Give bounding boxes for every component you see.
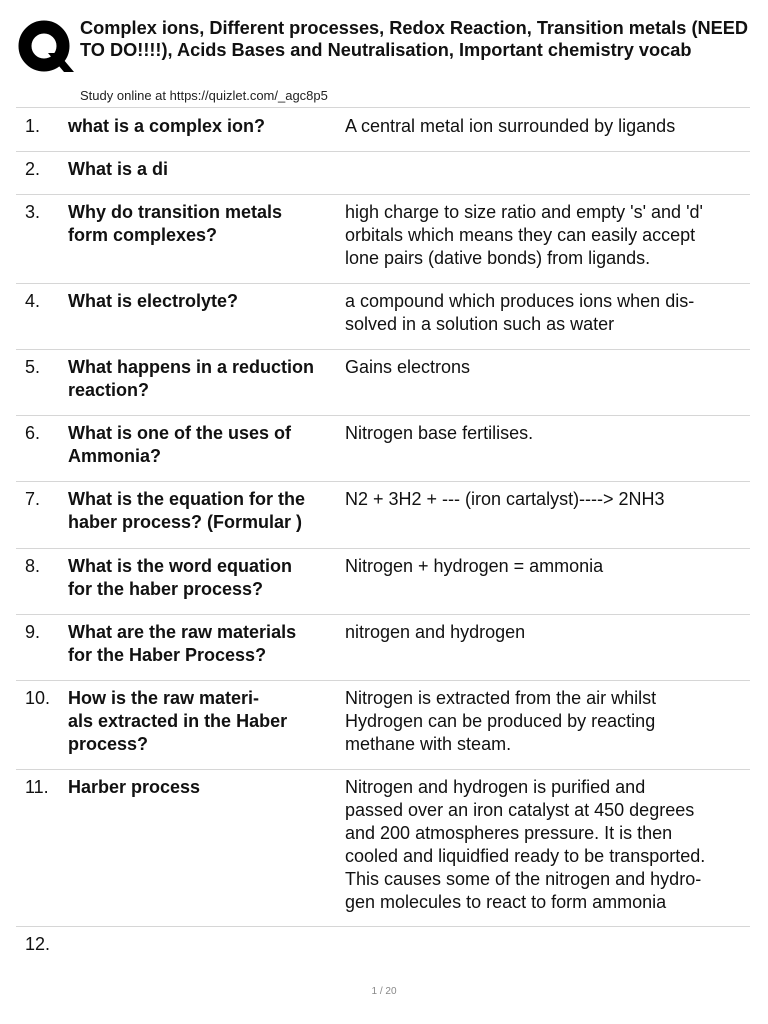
card-number: 3. — [25, 202, 41, 222]
card-number: 10. — [25, 688, 51, 708]
card-term: What is electrolyte? — [68, 291, 239, 311]
card-term: What are the raw materials for the Haber Process? — [68, 622, 297, 665]
card-number: 4. — [25, 291, 41, 311]
study-link[interactable]: Study online at https://quizlet.com/_agc8p5 — [80, 88, 328, 103]
card-definition: Nitrogen and hydrogen is purified and passed over an iron catalyst at 450 degrees and 200 atmospheres pressure. It is then cooled and liquidfied ready to be transported. This causes some of the nitrogen and hydro- gen molecules to react to form ammonia — [345, 777, 706, 912]
row-divider — [16, 926, 750, 927]
row-divider — [16, 481, 750, 482]
card-definition: nitrogen and hydrogen — [345, 622, 526, 642]
card-number: 1. — [25, 116, 41, 136]
card-term: What is the word equation for the haber process? — [68, 556, 292, 599]
card-number: 12. — [25, 934, 51, 954]
card-term: What is one of the uses of Ammonia? — [68, 423, 292, 466]
card-number: 6. — [25, 423, 41, 443]
row-divider — [16, 283, 750, 284]
card-definition: Nitrogen base fertilises. — [345, 423, 534, 443]
card-number: 9. — [25, 622, 41, 642]
row-divider — [16, 614, 750, 615]
card-term: What is a di — [68, 159, 169, 179]
card-definition: A central metal ion surrounded by ligands — [345, 116, 676, 136]
card-definition: a compound which produces ions when dis- solved in a solution such as water — [345, 291, 695, 334]
card-term: Harber process — [68, 777, 201, 797]
row-divider — [16, 151, 750, 152]
document-title: Complex ions, Different processes, Redox Reaction, Transition metals (NEED TO DO!!!!), Acids Bases and Neutralisation, Important chemistry vocab — [80, 18, 749, 60]
page-number: 1 / 20 — [371, 986, 397, 997]
row-divider — [16, 680, 750, 681]
quizlet-logo-icon — [18, 20, 74, 74]
row-divider — [16, 194, 750, 195]
card-term: What happens in a reduction reaction? — [68, 357, 315, 400]
row-divider — [16, 107, 750, 108]
card-definition: Nitrogen + hydrogen = ammonia — [345, 556, 604, 576]
card-definition: Nitrogen is extracted from the air whilst Hydrogen can be produced by reacting methane with steam. — [345, 688, 657, 754]
card-term: Why do transition metals form complexes? — [68, 202, 283, 245]
card-term: what is a complex ion? — [68, 116, 266, 136]
card-definition: Gains electrons — [345, 357, 471, 377]
card-term: What is the equation for the haber process? (Formular ) — [68, 489, 305, 532]
row-divider — [16, 769, 750, 770]
card-definition: N2 + 3H2 + --- (iron cartalyst)----> 2NH3 — [345, 489, 665, 509]
card-number: 2. — [25, 159, 41, 179]
card-term: How is the raw materi- als extracted in the Haber process? — [68, 688, 288, 754]
row-divider — [16, 548, 750, 549]
card-number: 7. — [25, 489, 41, 509]
card-definition: high charge to size ratio and empty 's' and 'd' orbitals which means they can easily accept lone pairs (dative bonds) from ligands. — [345, 202, 703, 268]
row-divider — [16, 415, 750, 416]
card-number: 5. — [25, 357, 41, 377]
document-header — [18, 20, 763, 106]
card-number: 8. — [25, 556, 41, 576]
card-number: 11. — [25, 777, 49, 797]
row-divider — [16, 349, 750, 350]
